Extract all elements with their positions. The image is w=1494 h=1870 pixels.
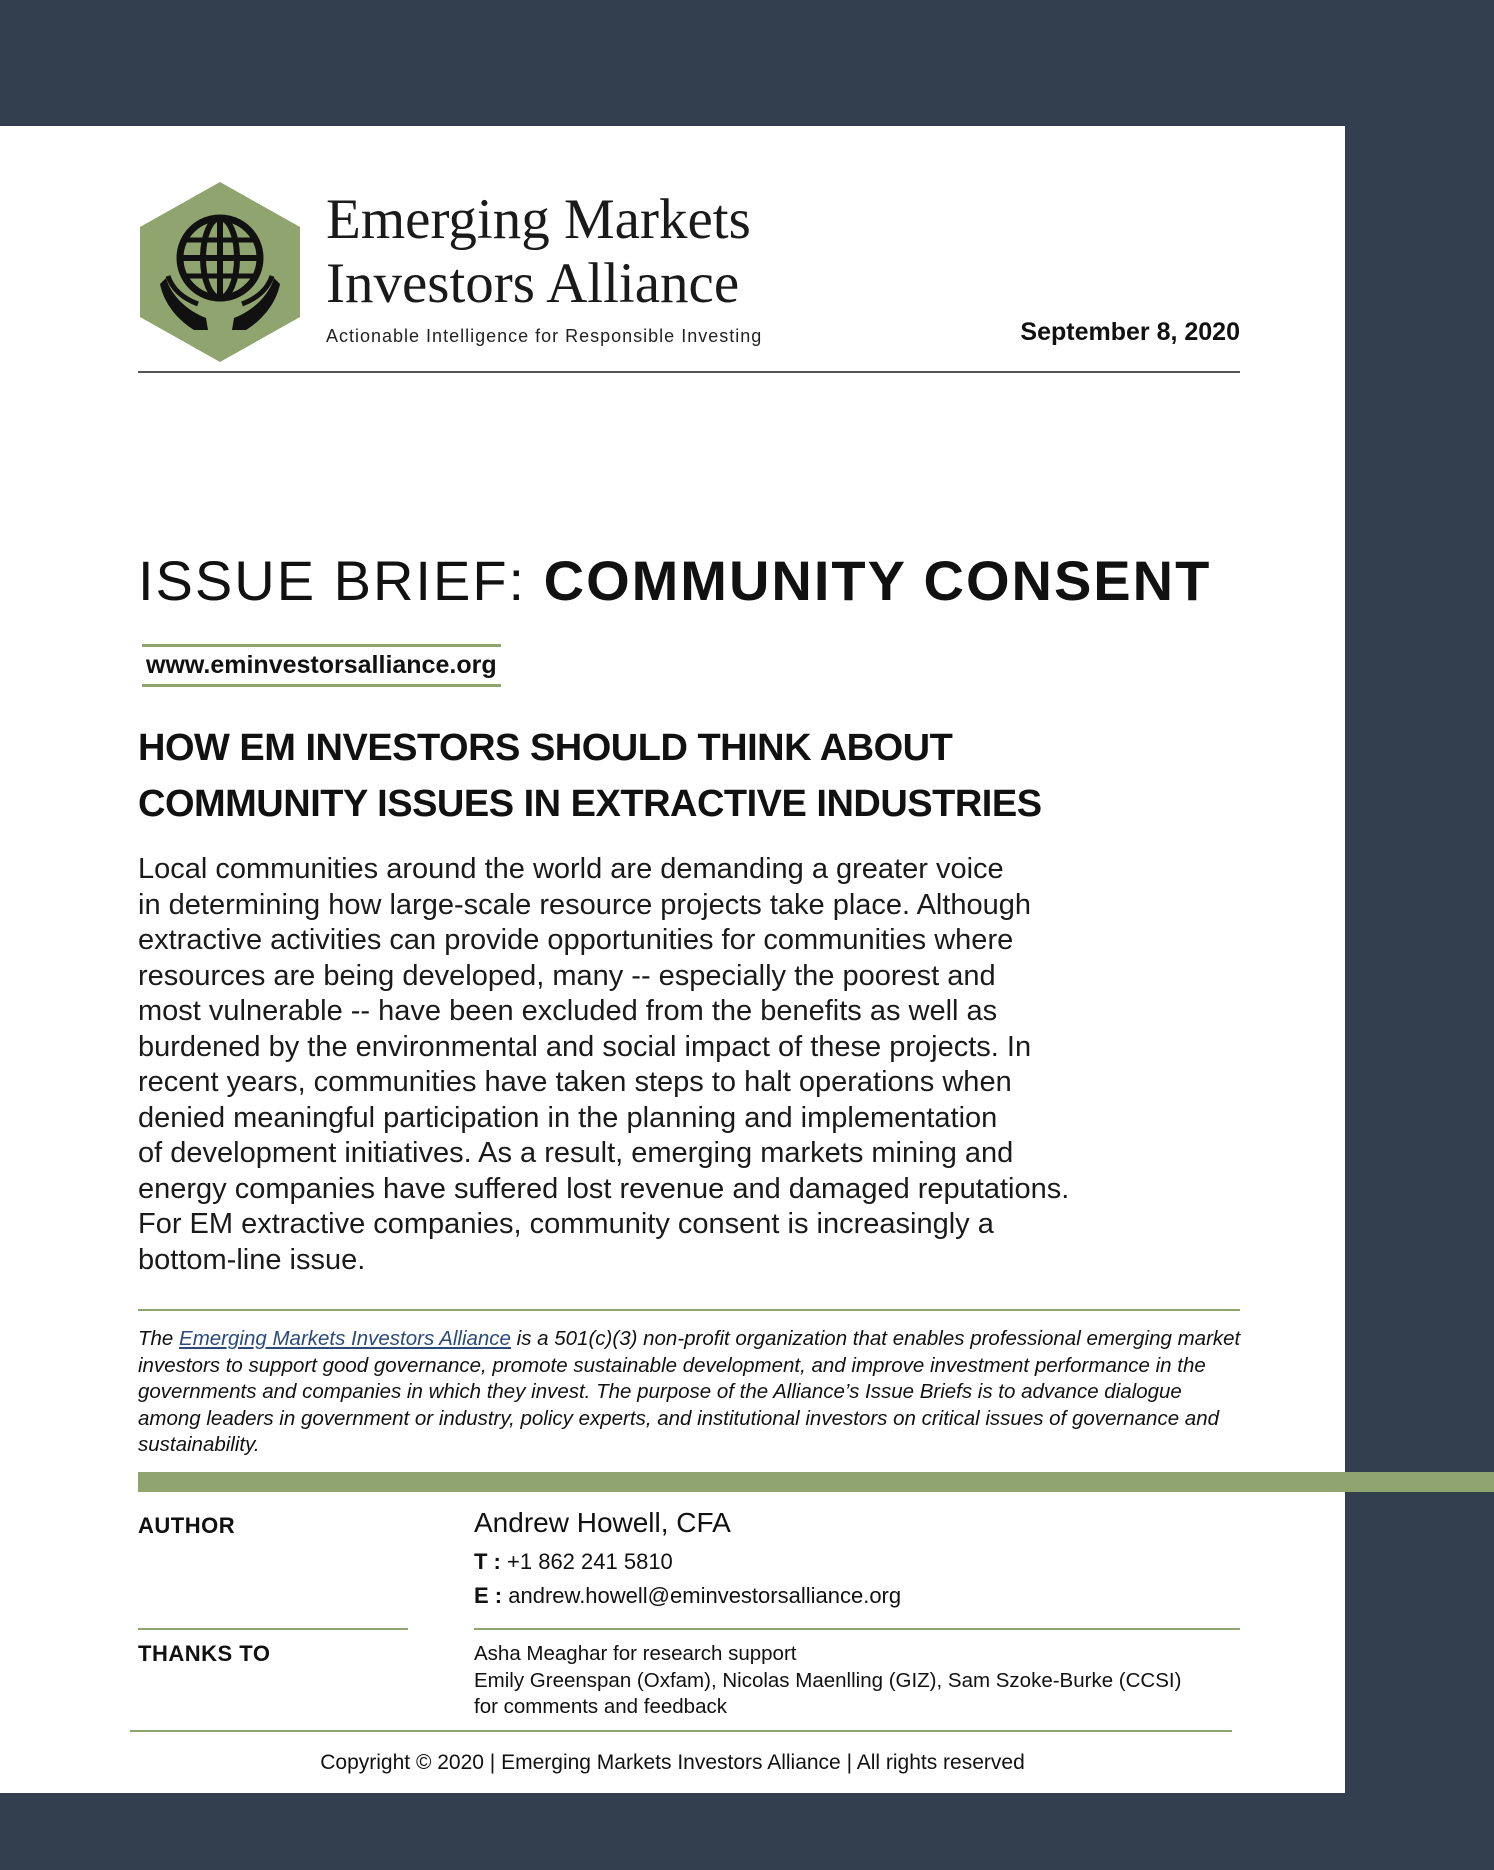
org-name bbox=[326, 188, 846, 316]
author-phone bbox=[474, 1549, 673, 1575]
copyright-notice: Copyright © 2020 | Emerging Markets Investors Alliance | All rights reserved bbox=[320, 1751, 1025, 1774]
footer-divider bbox=[130, 1730, 1232, 1732]
org-name-line-2: Investors Alliance bbox=[326, 252, 740, 315]
lede-line: bottom-line issue. bbox=[138, 1243, 366, 1276]
thanks-divider-right bbox=[474, 1628, 1240, 1630]
thanks-label: THANKS TO bbox=[138, 1641, 271, 1666]
lede-line: resources are being developed, many -- especially the poorest and bbox=[138, 959, 996, 992]
author-label: AUTHOR bbox=[138, 1513, 236, 1538]
phone-label: T : bbox=[474, 1549, 501, 1574]
lede-line: For EM extractive companies, community consent is increasingly a bbox=[138, 1208, 994, 1240]
publication-date: September 8, 2020 bbox=[1020, 318, 1240, 346]
author-name: Andrew Howell, CFA bbox=[474, 1507, 731, 1538]
about-text: is a 501(c)(3) non-profit organization that enables professional emerging market investors to support good governance, promote sustainable development, and improve investment performance in the governments and companies in which they invest. The purpose of the Alliance’s Issue Briefs is to advance dialogue among leaders in government or industry, policy experts, and institutional investors on critical issues of governance and sustainability. bbox=[138, 1327, 1241, 1456]
lede-line: denied meaningful participation in the planning and implementation bbox=[138, 1101, 998, 1134]
section-accent-bar bbox=[138, 1472, 1494, 1492]
org-name-line-1: Emerging Markets bbox=[326, 188, 751, 251]
issue-title bbox=[138, 548, 1248, 613]
about-paragraph bbox=[138, 1326, 1248, 1459]
alliance-link[interactable]: Emerging Markets Investors Alliance bbox=[179, 1327, 511, 1350]
subheading-line-1: HOW EM INVESTORS SHOULD THINK ABOUT bbox=[138, 727, 953, 769]
lede-line: most vulnerable -- have been excluded from the benefits as well as bbox=[138, 995, 998, 1027]
lede-line: Local communities around the world are demanding a greater voice bbox=[138, 853, 1004, 885]
phone-number: +1 862 241 5810 bbox=[507, 1549, 673, 1574]
issue-title-main: COMMUNITY CONSENT bbox=[543, 549, 1212, 612]
about-prefix: The bbox=[138, 1327, 174, 1350]
lede-line: recent years, communities have taken steps to halt operations when bbox=[138, 1066, 1012, 1098]
thanks-line: for comments and feedback bbox=[474, 1695, 727, 1718]
issue-title-prefix: ISSUE BRIEF: bbox=[138, 549, 527, 612]
about-divider bbox=[138, 1309, 1240, 1311]
subheading-line-2: COMMUNITY ISSUES IN EXTRACTIVE INDUSTRIES bbox=[138, 783, 1042, 825]
subheading bbox=[138, 720, 1240, 832]
globe-in-hands-logo-icon bbox=[138, 180, 302, 364]
email-address[interactable]: andrew.howell@eminvestorsalliance.org bbox=[508, 1583, 902, 1608]
lede-paragraph bbox=[138, 852, 1250, 1278]
thanks-text bbox=[474, 1641, 1234, 1721]
thanks-line: Asha Meaghar for research support bbox=[474, 1642, 797, 1665]
website-link[interactable]: www.eminvestorsalliance.org bbox=[142, 644, 501, 687]
thanks-line: Emily Greenspan (Oxfam), Nicolas Maenlling (GIZ), Sam Szoke-Burke (CCSI) bbox=[474, 1668, 1182, 1692]
email-label: E : bbox=[474, 1583, 503, 1608]
thanks-divider-left bbox=[138, 1628, 408, 1630]
lede-line: energy companies have suffered lost revenue and damaged reputations. bbox=[138, 1172, 1070, 1205]
header-divider bbox=[138, 371, 1240, 373]
lede-line: extractive activities can provide opportunities for communities where bbox=[138, 924, 1014, 956]
lede-line: in determining how large-scale resource projects take place. Although bbox=[138, 888, 1032, 921]
lede-line: of development initiatives. As a result, emerging markets mining and bbox=[138, 1137, 1014, 1169]
org-tagline: Actionable Intelligence for Responsible Investing bbox=[326, 326, 763, 346]
author-email bbox=[474, 1583, 901, 1609]
lede-line: burdened by the environmental and social impact of these projects. In bbox=[138, 1030, 1032, 1063]
